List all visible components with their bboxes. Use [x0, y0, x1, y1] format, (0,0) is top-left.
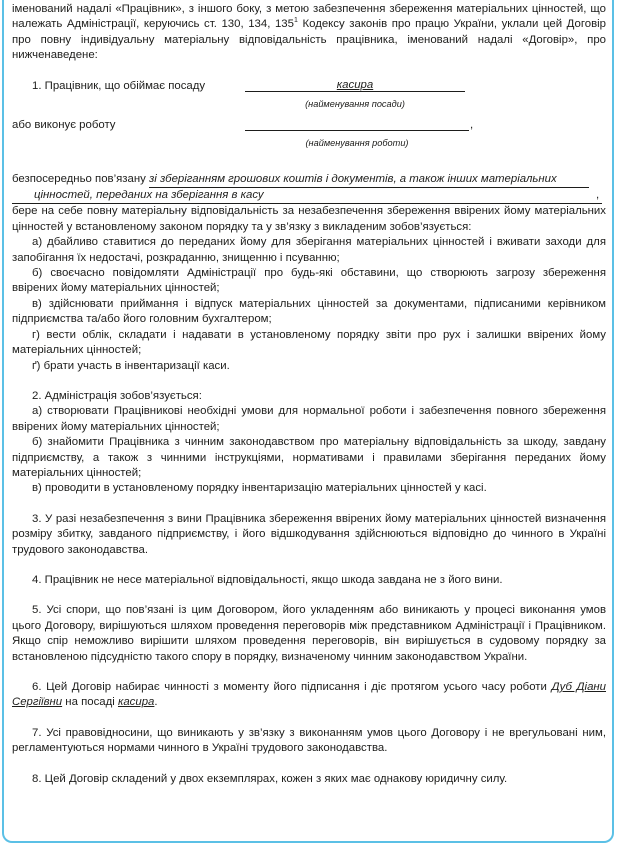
- position-value[interactable]: касира: [336, 78, 374, 91]
- position-label: 1. Працівник, що обіймає посаду: [32, 79, 206, 92]
- direct-value-1[interactable]: зі зберіганням грошових коштів і документів, а також інших матеріальних: [149, 172, 557, 185]
- intro-paragraph: іменований надалі «Працівник», з іншого боку, з метою забезпечення збереження матеріальних цінностей, що належать Адміністрації, керуючись ст. 130, 134, $135^1$ Кодексу законів про працю України, уклали цей Договір про повну індивідуальну матеріальну відповідальність працівника, іменований надалі «Договір», про нижченаведене:: [12, 3, 606, 62]
- section-1-item-v: в) здійснювати приймання і відпуск матеріальних цінностей за документами, підписаними керівником підприємства та/або його головним бухгалтером;: [12, 297, 606, 326]
- section-5: 5. Усі спори, що пов’язані із цим Договором, його укладенням або виникають у процесі виконання умов цього Договору, вирішуються шляхом проведення переговорів між представником Адміністрації і Працівником. Якщо спір неможливо вирішити шляхом проведення переговорів, він вирішується в судовому порядку за встановленою підсудністю такого спору в порядку, визначеному чинним законодавством України.: [12, 604, 606, 663]
- section-1-item-a: а) дбайливо ставитися до переданих йому для зберігання матеріальних цінностей і вживати заходи для запобігання їх недостачі, розкраданню, знищенню і псуванню;: [12, 236, 606, 264]
- work-comma: ,: [470, 118, 474, 131]
- section-2-item-b: б) знайомити Працівника з чинним законодавством про матеріальну відповідальність за шкоду, завдану підприємству, а також з чинними інструкціями, нормативами і правилами зберігання переданих йому матеріальних цінностей;: [12, 436, 606, 479]
- section-2-item-a: а) створювати Працівникові необхідні умови для нормальної роботи і забезпечення повного збереження ввірених йому матеріальних цінностей;: [12, 405, 606, 433]
- work-caption-row: [12, 136, 606, 149]
- section-2-item-v: в) проводити в установленому порядку інвентаризацію матеріальних цінностей у касі.: [32, 482, 487, 495]
- position-caption-row: [12, 97, 606, 110]
- employee-name[interactable]: Дуб Діани Сергіївни: [12, 681, 607, 709]
- section-2-title: 2. Адміністрація зобов’язується:: [32, 389, 202, 402]
- position-caption: (найменування посади): [305, 98, 405, 109]
- employee-post[interactable]: касира: [117, 696, 155, 709]
- contract-document: [12, 2, 606, 787]
- work-row: [12, 118, 606, 136]
- section-1-text: бере на себе повну матеріальну відповідальність за незабезпечення збереження ввірених йому матеріальних цінностей у встановленому законом порядку та у зв’язку з викладеним зобов’язується:: [12, 205, 606, 233]
- section-3: 3. У разі незабезпечення з вини Працівника збереження ввірених йому матеріальних цінностей визначення розміру збитку, завданого підприємству, і його відшкодування здійснюються відповідно до чинного в Україні трудового законодавства.: [12, 512, 606, 556]
- work-caption: (найменування роботи): [305, 137, 409, 148]
- direct-line-1: безпосередньо пов’язану зі зберіганням грошових коштів і документів, а також інших матеріальних: [12, 172, 606, 188]
- section-4: 4. Працівник не несе матеріальної відповідальності, якщо шкода завдана не з його вини.: [32, 573, 503, 586]
- section-7: 7. Усі правовідносини, що виникають у зв’язку з виконанням умов цього Договору і не врегульовані ним, регламентуються нормами чинного в Україні трудового законодавства.: [12, 726, 606, 755]
- section-1-item-b: б) своєчасно повідомляти Адміністрації про будь-які обставини, що створюють загрозу збереження ввірених йому матеріальних цінностей;: [12, 267, 606, 295]
- position-row: [12, 79, 606, 97]
- direct-line-2: цінностей, переданих на зберігання в касу ,: [12, 188, 606, 204]
- section-1-item-gg: ґ) брати участь в інвентаризації каси.: [32, 359, 230, 372]
- section-8: 8. Цей Договір складений у двох екземплярах, кожен з яких має однакову юридичну силу.: [32, 772, 508, 785]
- work-line[interactable]: [245, 130, 469, 131]
- section-6: 6. Цей Договір набирає чинності з моменту його підписання і діє протягом усього часу роботи Дуб Діани Сергіївни на посаді касира.: [12, 681, 607, 709]
- direct-value-2[interactable]: цінностей, переданих на зберігання в касу: [34, 189, 264, 202]
- work-label: або виконує роботу: [12, 118, 116, 131]
- section-1-item-g: г) вести облік, складати і надавати в установленому порядку звіти про рух і залишки ввірених йому матеріальних цінностей;: [12, 328, 606, 357]
